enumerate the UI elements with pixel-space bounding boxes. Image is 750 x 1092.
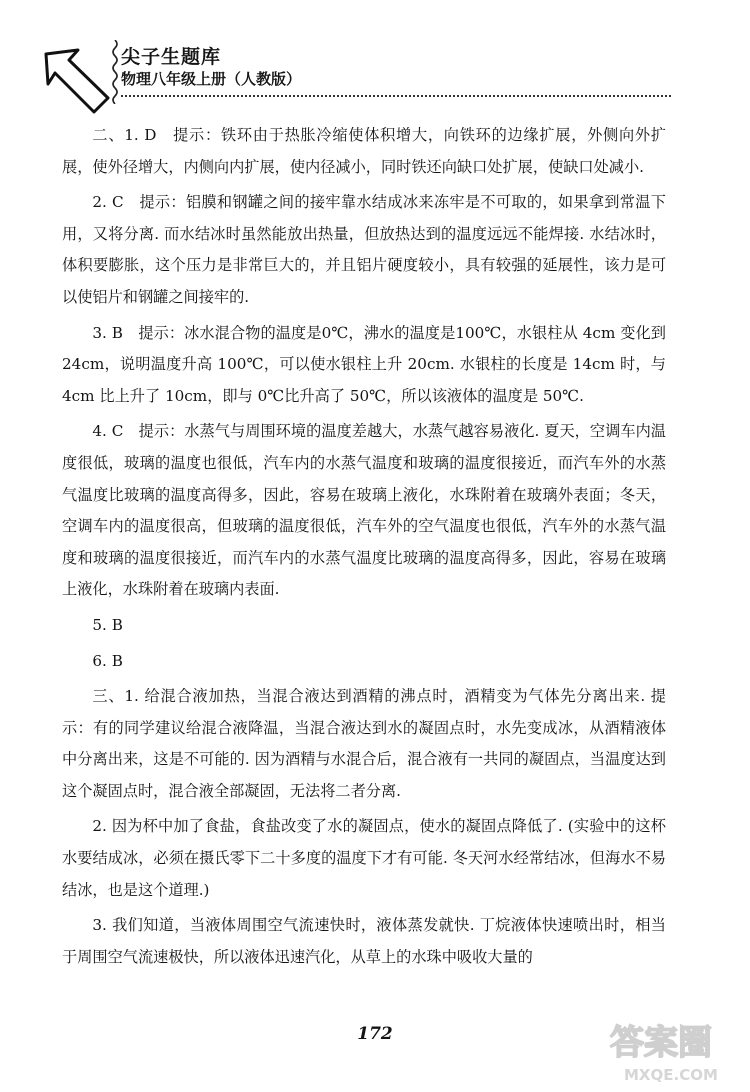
answer-paragraph: 4. C 提示：水蒸气与周围环境的温度差越大，水蒸气越容易液化. 夏天，空调车内温度很低，玻璃的温度也很低，汽车内的水蒸气温度和玻璃的温度很接近，而汽车外的水蒸气温度比玻璃的温度高得多，因此，容易在玻璃上液化，水珠附着在玻璃外表面；冬天，空调车内的温度很高，但玻璃的温度很低，汽车外的空气温度也很低，汽车外的水蒸气温度和玻璃的温度很接近，而汽车内的水蒸气温度比玻璃的温度高得多，因此，容易在玻璃上液化，水珠附着在玻璃内表面. <box>62 422 666 599</box>
answer-paragraph: 2. C 提示：铝膜和钢罐之间的接牢靠水结成冰来冻牢是不可取的，如果拿到常温下用，又将分离. 而水结冰时虽然能放出热量，但放热达到的温度远远不能焊接. 水结冰时，体积要膨胀，这个压力是非常巨大的，并且铝片硬度较小，具有较强的延展性，该力是可以使铝片和钢罐之间接牢的. <box>62 193 666 306</box>
header-dotted-rule <box>121 95 671 97</box>
watermark-logo <box>602 1016 742 1086</box>
arrow-logo-icon <box>40 46 112 118</box>
page-header <box>0 0 750 110</box>
answer-paragraph: 3. 我们知道，当液体周围空气流速快时，液体蒸发就快. 丁烷液体快速喷出时，相当于周围空气流速极快，所以液体迅速汽化，从草上的水珠中吸收大量的 <box>62 916 666 966</box>
answer-content <box>62 120 666 973</box>
answer-paragraph: 5. B <box>92 615 123 634</box>
wavy-divider-icon <box>111 40 119 104</box>
brand-title: 尖子生题库 <box>121 46 222 68</box>
answer-paragraph: 3. B 提示：冰水混合物的温度是0℃，沸水的温度是100℃，水银柱从 4cm 变化到 24cm，说明温度升高 100℃，可以使水银柱上升 20cm. 水银柱的长度是 14cm 时，与 4cm 比上升了 10cm，即与 0℃比升高了 50℃，所以该液体的温度是 50℃. <box>62 323 666 405</box>
watermark-bottom-text: MXQE.COM <box>624 1066 718 1084</box>
page-number: 172 <box>357 1024 393 1044</box>
answer-paragraph: 二、1. D 提示：铁环由于热胀冷缩使体积增大，向铁环的边缘扩展，外侧向外扩展，使外径增大，内侧向内扩展，使内径减小，同时铁还向缺口处扩展，使缺口处减小. <box>62 126 666 176</box>
answer-paragraph: 6. B <box>92 651 123 670</box>
watermark-top-text: 答案圈 <box>610 1023 712 1063</box>
answer-paragraph: 2. 因为杯中加了食盐，食盐改变了水的凝固点，使水的凝固点降低了. (实验中的这杯水要结成冰，必须在摄氏零下二十多度的温度下才有可能. 冬天河水经常结冰，但海水不易结冰，也是这个道理.) <box>62 817 666 899</box>
answer-paragraph: 三、1. 给混合液加热，当混合液达到酒精的沸点时，酒精变为气体先分离出来. 提示：有的同学建议给混合液降温，当混合液达到水的凝固点时，水先变成冰，从酒精液体中分离出来，这是不可能的. 因为酒精与水混合后，混合液有一共同的凝固点，当温度达到这个凝固点时，混合液全部凝固，无法将二者分离. <box>62 687 666 800</box>
book-subtitle: 物理八年级上册（人教版） <box>121 70 302 88</box>
